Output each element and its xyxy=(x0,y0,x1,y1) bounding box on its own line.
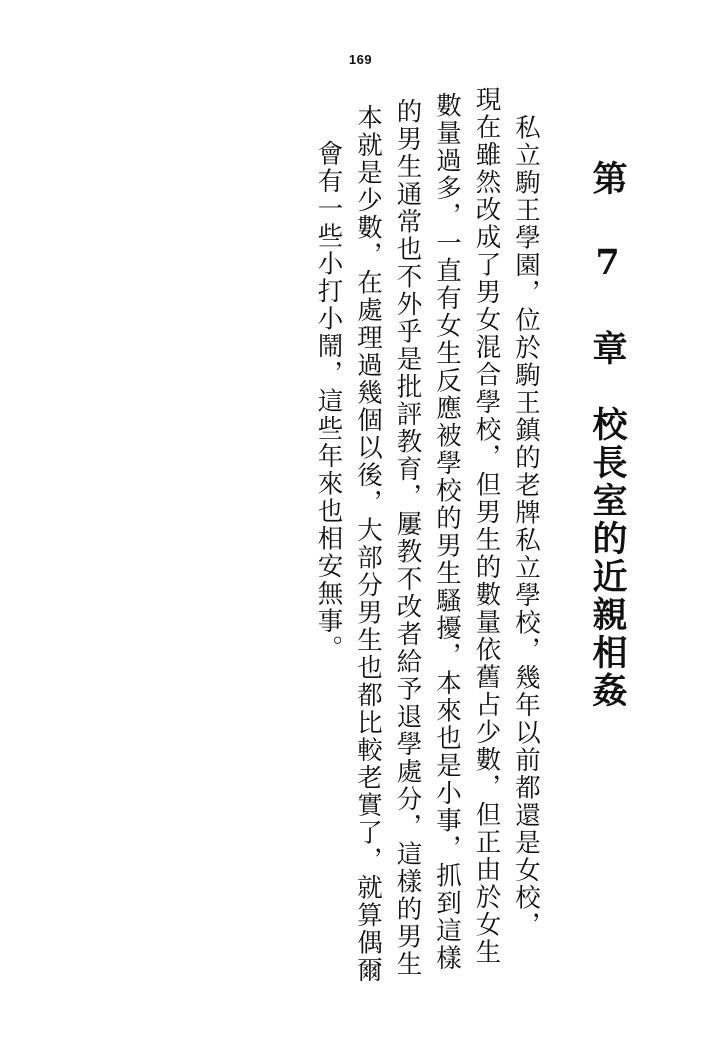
body-column-6: 會有一些小打小鬧，這些年來也相安無事。 xyxy=(313,140,344,663)
vertical-text-block xyxy=(301,80,628,984)
body-column-5: 本就是少數，在處理過幾個以後，大部分男生也都比較老實了，就算偶爾 xyxy=(353,104,383,984)
body-column-2: 現在雖然改成了男女混合學校，但男生的數量依舊占少數，但正由於女生 xyxy=(471,86,502,966)
page-number: 169 xyxy=(348,52,373,67)
body-column-1: 私立駒王學園，位於駒王鎮的老牌私立學校，幾年以前都還是女校， xyxy=(511,114,541,939)
body-column-4: 的男生通常也不外乎是批評教育，屢教不改者給予退學處分，這樣的男生 xyxy=(392,98,423,978)
body-column-3: 數量過多，一直有女生反應被學校的男生騷擾，本來也是小事，抓到這樣 xyxy=(432,92,462,972)
chapter-title: 第 7 章 校長室的近親相姦 xyxy=(587,160,628,710)
